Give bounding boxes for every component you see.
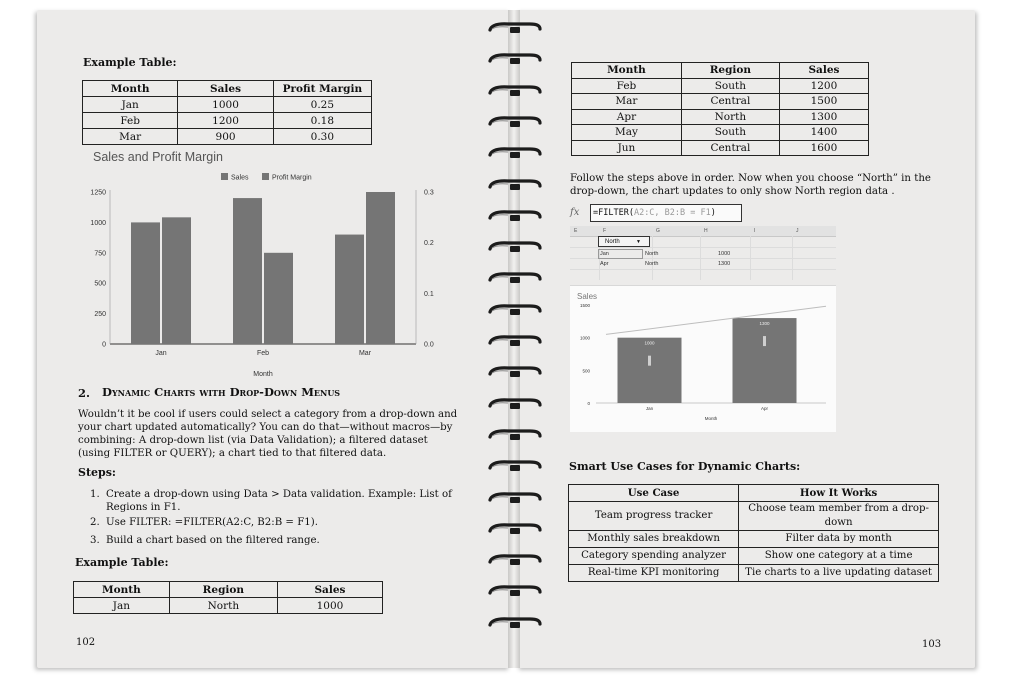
- table-cell: 900: [178, 129, 273, 145]
- table-cell: Choose team member from a drop-down: [739, 502, 939, 531]
- column-header: Month: [74, 582, 170, 598]
- table-cell: 1200: [178, 113, 273, 129]
- column-header: Profit Margin: [273, 81, 371, 97]
- table-cell: Show one category at a time: [739, 548, 939, 565]
- legend-swatch: [262, 173, 269, 180]
- region-table-small: [73, 581, 383, 614]
- table-cell: Monthly sales breakdown: [569, 531, 739, 548]
- column-header: Sales: [178, 81, 273, 97]
- spiral-ring: [486, 397, 544, 410]
- section-number: 2.: [78, 386, 91, 400]
- example-table-label-2: Example Table:: [75, 556, 169, 569]
- spiral-ring: [486, 428, 544, 441]
- table-row: [74, 598, 383, 614]
- bar-sales: [618, 338, 682, 403]
- y-tick-label: 0: [587, 401, 590, 406]
- x-axis-title: Month: [253, 371, 273, 378]
- table-row: [569, 565, 939, 582]
- sheet-cell: Jan: [600, 251, 609, 257]
- region-dropdown[interactable]: [598, 236, 650, 247]
- spiral-ring: [486, 115, 544, 128]
- chart-legend: [221, 173, 312, 182]
- sheet-row[interactable]: [570, 259, 836, 269]
- north-sales-chart: [570, 300, 836, 432]
- table-cell: Feb: [572, 78, 682, 94]
- table-cell: Team progress tracker: [569, 502, 739, 531]
- table-cell: Feb: [83, 113, 178, 129]
- y-tick-label: 500: [94, 280, 106, 288]
- spiral-ring: [486, 21, 544, 34]
- column-header: How It Works: [739, 485, 939, 502]
- column-header: Month: [572, 63, 682, 79]
- spiral-ring: [486, 365, 544, 378]
- table-cell: 1600: [779, 140, 868, 156]
- spiral-ring: [486, 303, 544, 316]
- spiral-ring: [486, 553, 544, 566]
- spiral-ring: [486, 616, 544, 629]
- sales-profit-chart: [78, 168, 468, 380]
- table-cell: Tie charts to a live updating dataset: [739, 565, 939, 582]
- table-row: [572, 78, 869, 94]
- region-sales-table: [571, 62, 869, 156]
- y2-tick-label: 0.0: [424, 341, 434, 349]
- chart2-title: Sales: [577, 292, 598, 301]
- spiral-ring: [486, 271, 544, 284]
- embedded-chart: [570, 285, 836, 432]
- step-number: 1.: [90, 489, 100, 500]
- formula-bar[interactable]: [590, 204, 742, 222]
- sheet-cell: North: [645, 251, 659, 257]
- table-cell: North: [681, 109, 779, 125]
- formula-prefix: =FILTER(: [593, 208, 634, 218]
- table-header-row: [569, 485, 939, 502]
- table-cell: 1200: [779, 78, 868, 94]
- y-tick-label: 1000: [90, 219, 106, 227]
- y-tick-label: 1000: [579, 335, 590, 341]
- selected-cell: [598, 249, 643, 259]
- follow-steps-text: Follow the steps above in order. Now when you choose “North” in the drop-down, the chart updates to only show North region data .: [570, 173, 931, 197]
- table-cell: 0.25: [273, 97, 371, 113]
- column-letter: E: [574, 228, 578, 234]
- x-tick-label: Feb: [256, 350, 270, 357]
- step-number: 3.: [90, 535, 100, 546]
- table-cell: Filter data by month: [739, 531, 939, 548]
- spiral-ring: [486, 584, 544, 597]
- y-tick-label: 0: [102, 341, 106, 349]
- table-cell: Jan: [83, 97, 178, 113]
- y-tick-label: 250: [94, 311, 106, 319]
- sheet-cell: North: [645, 261, 659, 267]
- fx-icon: fx: [570, 207, 580, 218]
- page-number-right: 103: [922, 639, 942, 650]
- table-row: [83, 113, 372, 129]
- table-cell: Jan: [74, 598, 170, 614]
- table-cell: 0.18: [273, 113, 371, 129]
- bar-profit-margin: [264, 253, 293, 344]
- step-number: 2.: [90, 517, 100, 528]
- legend-label: Profit Margin: [272, 174, 312, 182]
- bar-marker: [648, 356, 651, 366]
- formula-args: A2:C, B2:B = F1: [633, 208, 711, 218]
- example-table-label: Example Table:: [83, 56, 177, 69]
- step-text: Use FILTER: =FILTER(A2:C, B2:B = F1).: [106, 517, 318, 528]
- table-cell: Jun: [572, 140, 682, 156]
- table-cell: Central: [681, 94, 779, 110]
- table-header-row: [572, 63, 869, 79]
- table-cell: 1400: [779, 125, 868, 141]
- column-header: Region: [169, 582, 277, 598]
- bar-marker: [763, 336, 766, 346]
- table-cell: 1000: [277, 598, 382, 614]
- column-letter: H: [704, 228, 708, 234]
- table-row: [572, 94, 869, 110]
- table-cell: Central: [681, 140, 779, 156]
- y-tick-label: 1500: [579, 303, 590, 308]
- sales-profit-table: [82, 80, 372, 145]
- column-header: Sales: [779, 63, 868, 79]
- steps-label: Steps:: [78, 466, 116, 479]
- step-text: Create a drop-down using Data > Data validation. Example: List of Regions in F1.: [106, 489, 452, 513]
- table-row: [83, 97, 372, 113]
- section-title: Dynamic Charts with Drop-Down Menus: [102, 385, 341, 399]
- sheet-cell: 1000: [718, 251, 731, 257]
- table-cell: 1000: [178, 97, 273, 113]
- y-tick-label: 750: [94, 250, 106, 258]
- x-tick-label: Jan: [155, 350, 167, 357]
- table-cell: Apr: [572, 109, 682, 125]
- spiral-ring: [486, 522, 544, 535]
- dropdown-value: North: [605, 239, 620, 245]
- y2-tick-label: 0.1: [424, 290, 434, 298]
- bar-sales: [131, 222, 160, 344]
- table-header-row: [83, 81, 372, 97]
- spiral-ring: [486, 240, 544, 253]
- x-tick-label: Mar: [358, 350, 372, 357]
- grid-line: [570, 269, 836, 270]
- spiral-ring: [486, 491, 544, 504]
- spiral-ring: [486, 52, 544, 65]
- chart1-title: Sales and Profit Margin: [93, 150, 223, 164]
- table-row: [83, 129, 372, 145]
- table-row: [569, 502, 939, 531]
- legend-swatch: [221, 173, 228, 180]
- table-cell: May: [572, 125, 682, 141]
- dropdown-arrow-icon: ▼: [636, 239, 641, 245]
- y-tick-label: 1250: [90, 189, 106, 197]
- table-row: [569, 531, 939, 548]
- table-cell: South: [681, 78, 779, 94]
- table-cell: South: [681, 125, 779, 141]
- table-cell: Mar: [572, 94, 682, 110]
- formula-suffix: ): [710, 208, 716, 218]
- table-cell: Mar: [83, 129, 178, 145]
- table-cell: Real-time KPI monitoring: [569, 565, 739, 582]
- table-row: [572, 140, 869, 156]
- y-tick-label: 500: [582, 368, 590, 374]
- spiral-ring: [486, 334, 544, 347]
- x-axis-title: Month: [704, 416, 718, 421]
- column-header: Use Case: [569, 485, 739, 502]
- spiral-ring: [486, 459, 544, 472]
- spreadsheet-screenshot: [570, 203, 836, 431]
- page-number-left: 102: [76, 637, 96, 648]
- table-cell: 0.30: [273, 129, 371, 145]
- sheet-cell: 1300: [718, 261, 731, 267]
- table-cell: 1500: [779, 94, 868, 110]
- spiral-ring: [486, 84, 544, 97]
- sheet-cell: Apr: [600, 261, 609, 267]
- table-row: [569, 548, 939, 565]
- table-row: [572, 109, 869, 125]
- column-letter: J: [796, 228, 799, 234]
- table-cell: Category spending analyzer: [569, 548, 739, 565]
- column-header: Month: [83, 81, 178, 97]
- bar-sales: [233, 198, 262, 344]
- spiral-ring: [486, 178, 544, 191]
- data-label: 1300: [759, 321, 770, 327]
- spiral-ring: [486, 209, 544, 222]
- column-letter: F: [603, 228, 607, 234]
- use-cases-table: [568, 484, 939, 582]
- column-letter: I: [754, 228, 756, 234]
- intro-paragraph: Wouldn’t it be cool if users could select a category from a drop-down and your chart updated automatically? You can do that—without macros—by combining: A drop-down list (via Data Validation); a filtered dataset (using FILTER or QUERY); a chart tied to that filtered data.: [78, 409, 458, 459]
- y2-tick-label: 0.2: [424, 240, 434, 248]
- column-header: Region: [681, 63, 779, 79]
- x-tick-label: Apr: [760, 406, 769, 411]
- bar-sales: [335, 235, 364, 344]
- table-header-row: [74, 582, 383, 598]
- legend-label: Sales: [231, 174, 249, 182]
- column-letter: G: [656, 228, 660, 234]
- step-text: Build a chart based on the filtered range.: [106, 535, 320, 546]
- bar-sales: [733, 318, 797, 403]
- y2-tick-label: 0.3: [424, 189, 434, 197]
- table-cell: North: [169, 598, 277, 614]
- bar-profit-margin: [162, 217, 191, 344]
- spiral-ring: [486, 146, 544, 159]
- data-label: 1000: [644, 340, 655, 346]
- table-row: [572, 125, 869, 141]
- x-tick-label: Jan: [645, 406, 654, 411]
- bar-profit-margin: [366, 192, 395, 344]
- smart-use-cases-title: Smart Use Cases for Dynamic Charts:: [569, 460, 801, 473]
- table-cell: 1300: [779, 109, 868, 125]
- column-header: Sales: [277, 582, 382, 598]
